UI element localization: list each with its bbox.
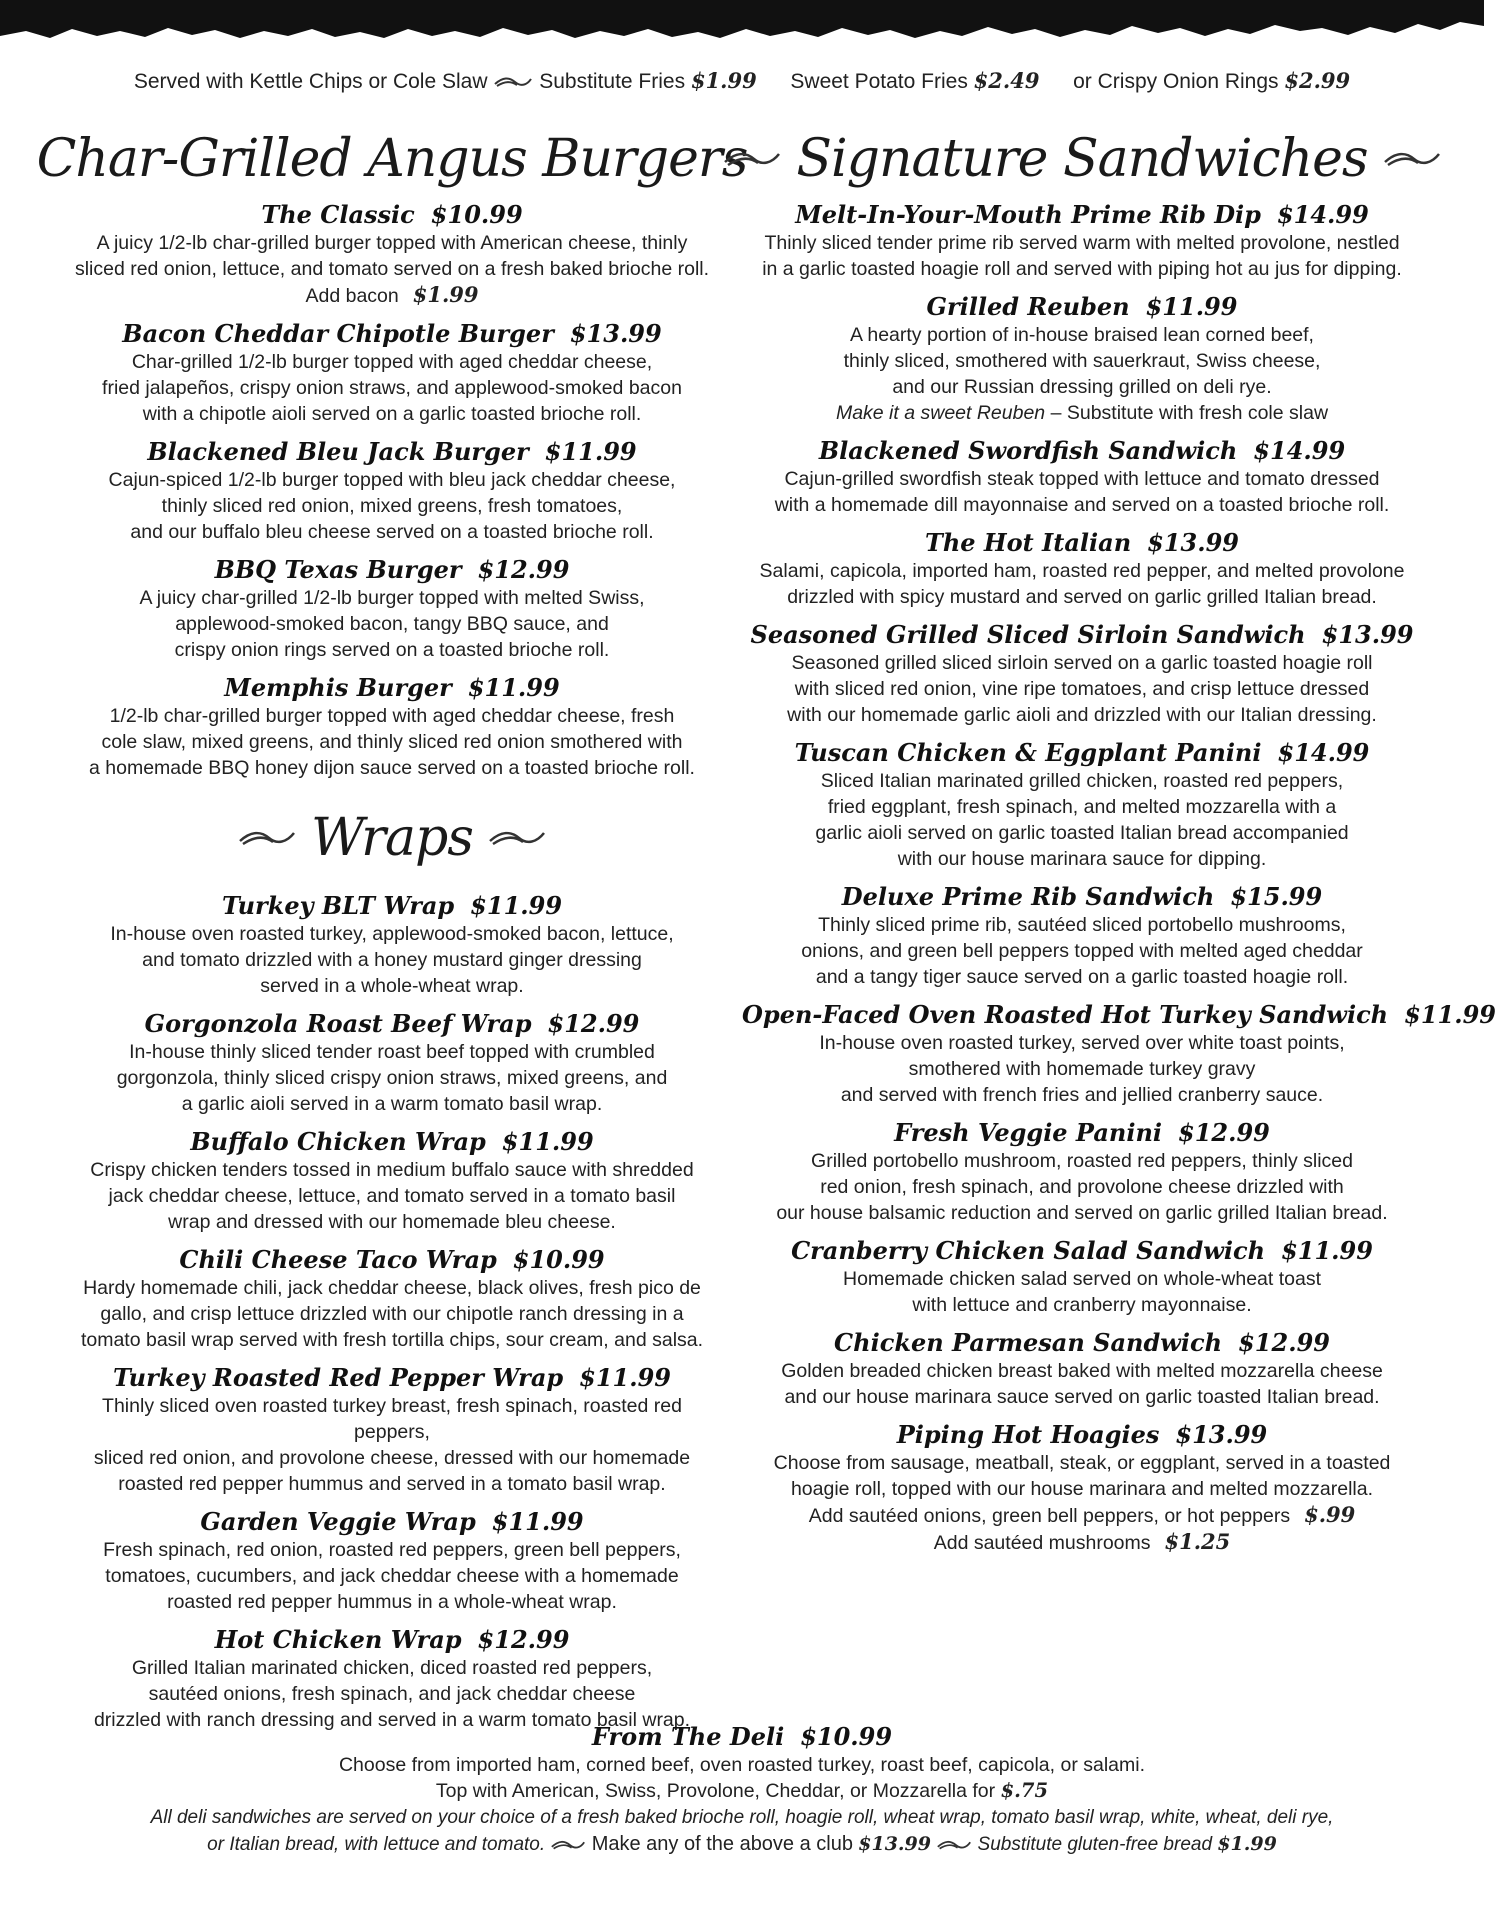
desc-line: our house balsamic reduction and served on garlic grilled Italian bread. (776, 1202, 1388, 1224)
onion-rings-label: or Crispy Onion Rings (1073, 70, 1279, 93)
desc-line: sliced red onion, lettuce, and tomato served on a fresh baked brioche roll. (74, 258, 710, 280)
desc-line: jack cheddar cheese, lettuce, and tomato served in a tomato basil (108, 1185, 676, 1207)
club-price: $13.99 (858, 1833, 931, 1855)
desc-line: and tomato drizzled with a honey mustard ginger dressing (142, 949, 642, 971)
item-name: Melt-In-Your-Mouth Prime Rib Dip (795, 200, 1261, 229)
deli-note-2: or Italian bread, with lettuce and tomato. (207, 1834, 546, 1855)
desc-line: A hearty portion of in-house braised lean corned beef, (850, 324, 1314, 346)
menu-item (742, 436, 1422, 518)
item-price: $11.99 (1281, 1236, 1373, 1265)
fries-label: Substitute Fries (539, 70, 686, 93)
right-column (742, 120, 1496, 1566)
desc-line: with our homemade garlic aioli and drizzled with our Italian dressing. (787, 704, 1377, 726)
item-name: Chili Cheese Taco Wrap (179, 1245, 497, 1274)
gluten-free-price: $1.99 (1217, 1833, 1277, 1855)
sides-info-bar (0, 68, 1484, 94)
item-name: Buffalo Chicken Wrap (190, 1127, 486, 1156)
desc-line: Fresh spinach, red onion, roasted red peppers, green bell peppers, (103, 1539, 681, 1561)
desc-line: Thinly sliced tender prime rib served warm with melted provolone, nestled (764, 232, 1400, 254)
desc-line: with sliced red onion, vine ripe tomatoes, and crisp lettuce dressed (794, 678, 1370, 700)
fries-price: $1.99 (690, 68, 757, 93)
desc-line: In-house oven roasted turkey, applewood-smoked bacon, lettuce, (110, 923, 674, 945)
item-price: $13.99 (1147, 528, 1239, 557)
menu-item (62, 1363, 722, 1497)
menu-item (742, 200, 1422, 282)
menu-item (62, 1009, 722, 1117)
desc-line: with a homemade dill mayonnaise and served on a toasted brioche roll. (774, 494, 1390, 516)
addon-price: $.99 (1304, 1502, 1356, 1527)
menu-item (62, 437, 722, 545)
desc-line: and served with french fries and jellied cranberry sauce. (840, 1084, 1324, 1106)
deli-section (62, 1722, 1422, 1858)
sandwiches-title: Signature Sandwiches (796, 129, 1368, 189)
torn-paper-header (0, 0, 1484, 48)
item-price: $12.99 (1238, 1328, 1330, 1357)
menu-item (742, 1328, 1422, 1410)
item-name: BBQ Texas Burger (214, 555, 462, 584)
desc-line: Homemade chicken salad served on whole-wheat toast (842, 1268, 1321, 1290)
menu-item (62, 1127, 722, 1235)
desc-line: roasted red pepper hummus in a whole-wheat wrap. (167, 1591, 617, 1613)
desc-line: a homemade BBQ honey dijon sauce served on a toasted brioche roll. (89, 757, 695, 779)
desc-line: Golden breaded chicken breast baked with melted mozzarella cheese (781, 1360, 1383, 1382)
item-name: The Hot Italian (924, 528, 1132, 557)
desc-line: tomatoes, cucumbers, and jack cheddar cheese with a homemade (105, 1565, 679, 1587)
swash-ornament (550, 1838, 586, 1852)
swash-ornament (722, 149, 782, 169)
desc-line: cole slaw, mixed greens, and thinly sliced red onion smothered with (101, 731, 683, 753)
burgers-title: Char-Grilled Angus Burgers (36, 129, 748, 189)
desc-line: thinly sliced red onion, mixed greens, fresh tomatoes, (161, 495, 623, 517)
item-name: Garden Veggie Wrap (200, 1507, 476, 1536)
desc-line: drizzled with spicy mustard and served on garlic grilled Italian bread. (787, 586, 1377, 608)
menu-item (742, 738, 1422, 872)
item-name: The Classic (261, 200, 415, 229)
item-name: Fresh Veggie Panini (894, 1118, 1163, 1147)
item-name: Hot Chicken Wrap (214, 1625, 462, 1654)
desc-line: and our Russian dressing grilled on deli rye. (892, 376, 1272, 398)
desc-line: garlic aioli served on garlic toasted Italian bread accompanied (815, 822, 1349, 844)
item-price: $13.99 (1321, 620, 1414, 649)
desc-line: in a garlic toasted hoagie roll and served with piping hot au jus for dipping. (762, 258, 1402, 280)
menu-item (62, 555, 722, 663)
desc-line: Hardy homemade chili, jack cheddar cheese, black olives, fresh pico de (83, 1277, 701, 1299)
item-name: Seasoned Grilled Sliced Sirloin Sandwich (750, 620, 1306, 649)
item-price: $12.99 (1178, 1118, 1270, 1147)
deli-name: From The Deli (591, 1722, 785, 1751)
item-name: Cranberry Chicken Salad Sandwich (791, 1236, 1266, 1265)
desc-line: roasted red pepper hummus and served in a tomato basil wrap. (118, 1473, 666, 1495)
gluten-free-label: Substitute gluten-free bread (977, 1834, 1213, 1855)
item-name: Chicken Parmesan Sandwich (834, 1328, 1223, 1357)
item-price: $15.99 (1230, 882, 1323, 911)
addon-label: Add sautéed mushrooms (933, 1532, 1151, 1554)
desc-line: applewood-smoked bacon, tangy BBQ sauce, and (175, 613, 609, 635)
menu-item (742, 1420, 1422, 1556)
addon-price: $1.25 (1164, 1529, 1231, 1554)
menu-item (742, 292, 1422, 426)
served-with-text: Served with Kettle Chips or Cole Slaw (133, 70, 488, 93)
item-name: Open-Faced Oven Roasted Hot Turkey Sandwich (742, 1000, 1389, 1029)
desc-line: Thinly sliced oven roasted turkey breast, fresh spinach, roasted red peppers, (102, 1395, 682, 1443)
desc-line: wrap and dressed with our homemade bleu cheese. (168, 1211, 616, 1233)
desc-line: Choose from sausage, meatball, steak, or eggplant, served in a toasted (773, 1452, 1391, 1474)
wraps-title: Wraps (311, 808, 473, 868)
item-name: Grilled Reuben (926, 292, 1130, 321)
desc-line: onions, and green bell peppers topped with melted aged cheddar (801, 940, 1363, 962)
menu-item (62, 1507, 722, 1615)
desc-line: with our house marinara sauce for dipping. (897, 848, 1267, 870)
desc-line: sautéed onions, fresh spinach, and jack cheddar cheese (148, 1683, 636, 1705)
sweet-reuben-detail: – Substitute with fresh cole slaw (1045, 402, 1329, 424)
desc-line: Grilled portobello mushroom, roasted red peppers, thinly sliced (811, 1150, 1353, 1172)
item-price: $10.99 (512, 1245, 605, 1274)
item-name: Turkey Roasted Red Pepper Wrap (112, 1363, 564, 1392)
item-price: $12.99 (477, 1625, 570, 1654)
swash-ornament (1382, 149, 1442, 169)
desc-line: sliced red onion, and provolone cheese, dressed with our homemade (93, 1447, 691, 1469)
item-name: Tuscan Chicken & Eggplant Panini (794, 738, 1262, 767)
swash-ornament (487, 828, 547, 848)
sweet-potato-price: $2.49 (973, 68, 1040, 93)
menu-item (62, 1625, 722, 1733)
addon-price: $1.99 (412, 282, 479, 307)
item-price: $11.99 (1145, 292, 1238, 321)
onion-rings-price: $2.99 (1284, 68, 1351, 93)
item-price: $12.99 (547, 1009, 640, 1038)
menu-item (742, 620, 1422, 728)
desc-line: In-house oven roasted turkey, served over white toast points, (819, 1032, 1345, 1054)
desc-line: with a chipotle aioli served on a garlic toasted brioche roll. (142, 403, 642, 425)
addon-label: Add sautéed onions, green bell peppers, or hot peppers (808, 1505, 1291, 1527)
item-price: $13.99 (1175, 1420, 1268, 1449)
menu-item (62, 673, 722, 781)
burgers-header (36, 120, 748, 198)
desc-line: Cajun-spiced 1/2-lb burger topped with bleu jack cheddar cheese, (108, 469, 676, 491)
item-name: Blackened Bleu Jack Burger (147, 437, 529, 466)
item-name: Bacon Cheddar Chipotle Burger (122, 319, 554, 348)
deli-topping-label: Top with American, Swiss, Provolone, Cheddar, or Mozzarella for (435, 1780, 996, 1802)
menu-item (62, 891, 722, 999)
menu-item (62, 319, 722, 427)
item-name: Turkey BLT Wrap (221, 891, 455, 920)
swash-ornament (237, 828, 297, 848)
item-price: $11.99 (501, 1127, 594, 1156)
desc-line: gorgonzola, thinly sliced crispy onion straws, mixed greens, and (116, 1067, 668, 1089)
menu-item (62, 1245, 722, 1353)
deli-line-1: Choose from imported ham, corned beef, oven roasted turkey, roast beef, capicola, or salami. (338, 1754, 1146, 1776)
item-price: $14.99 (1253, 436, 1346, 465)
item-price: $10.99 (430, 200, 523, 229)
desc-line: fried eggplant, fresh spinach, and melted mozzarella with a (827, 796, 1337, 818)
item-price: $14.99 (1276, 200, 1369, 229)
desc-line: Grilled Italian marinated chicken, diced roasted red peppers, (131, 1657, 653, 1679)
desc-line: hoagie roll, topped with our house marinara and melted mozzarella. (790, 1478, 1374, 1500)
deli-topping-price: $.75 (1000, 1779, 1049, 1802)
wraps-header (62, 799, 722, 877)
menu-item (742, 882, 1422, 990)
menu-item (742, 1118, 1422, 1226)
item-name: Piping Hot Hoagies (896, 1420, 1160, 1449)
item-price: $11.99 (579, 1363, 672, 1392)
deli-price: $10.99 (800, 1722, 893, 1751)
desc-line: tomato basil wrap served with fresh tortilla chips, sour cream, and salsa. (80, 1329, 704, 1351)
item-price: $12.99 (477, 555, 570, 584)
item-price: $11.99 (491, 1507, 584, 1536)
desc-line: Cajun-grilled swordfish steak topped with lettuce and tomato dressed (784, 468, 1380, 490)
desc-line: red onion, fresh spinach, and provolone cheese drizzled with (820, 1176, 1344, 1198)
menu-item (742, 1000, 1496, 1108)
desc-line: In-house thinly sliced tender roast beef topped with crumbled (129, 1041, 655, 1063)
addon-label: Add bacon (305, 285, 399, 307)
desc-line: gallo, and crisp lettuce drizzled with our chipotle ranch dressing in a (100, 1303, 684, 1325)
desc-line: and our house marinara sauce served on garlic toasted Italian bread. (784, 1386, 1380, 1408)
item-price: $11.99 (470, 891, 563, 920)
desc-line: 1/2-lb char-grilled burger topped with aged cheddar cheese, fresh (109, 705, 675, 727)
sandwiches-header (742, 120, 1422, 198)
desc-line: A juicy 1/2-lb char-grilled burger topped with American cheese, thinly (96, 232, 688, 254)
desc-line: a garlic aioli served in a warm tomato basil wrap. (181, 1093, 603, 1115)
desc-line: Thinly sliced prime rib, sautéed sliced portobello mushrooms, (818, 914, 1346, 936)
item-price: $11.99 (544, 437, 637, 466)
swash-ornament (936, 1838, 972, 1852)
desc-line: served in a whole-wheat wrap. (260, 975, 524, 997)
desc-line: and our buffalo bleu cheese served on a toasted brioche roll. (130, 521, 654, 543)
desc-line: fried jalapeños, crispy onion straws, and applewood-smoked bacon (102, 377, 682, 399)
item-name: Blackened Swordfish Sandwich (818, 436, 1238, 465)
desc-line: crispy onion rings served on a toasted brioche roll. (174, 639, 610, 661)
desc-line: Seasoned grilled sliced sirloin served on a garlic toasted hoagie roll (791, 652, 1373, 674)
item-price: $11.99 (467, 673, 560, 702)
club-label: Make any of the above a club (591, 1833, 853, 1855)
menu-item (62, 200, 722, 309)
item-price: $11.99 (1404, 1000, 1496, 1029)
menu-item (742, 1236, 1422, 1318)
desc-line: and a tangy tiger sauce served on a garlic toasted hoagie roll. (815, 966, 1349, 988)
item-price: $13.99 (569, 319, 662, 348)
desc-line: with lettuce and cranberry mayonnaise. (912, 1294, 1252, 1316)
desc-line: Char-grilled 1/2-lb burger topped with aged cheddar cheese, (131, 351, 653, 373)
item-name: Deluxe Prime Rib Sandwich (841, 882, 1215, 911)
item-name: Memphis Burger (224, 673, 452, 702)
swash-ornament (493, 75, 533, 89)
desc-line: A juicy char-grilled 1/2-lb burger topped with melted Swiss, (139, 587, 645, 609)
item-price: $14.99 (1277, 738, 1370, 767)
desc-line: Crispy chicken tenders tossed in medium buffalo sauce with shredded (90, 1159, 694, 1181)
item-name: Gorgonzola Roast Beef Wrap (144, 1009, 532, 1038)
sweet-reuben-note: Make it a sweet Reuben (835, 402, 1046, 424)
desc-line: smothered with homemade turkey gravy (908, 1058, 1256, 1080)
sweet-potato-label: Sweet Potato Fries (790, 70, 968, 93)
desc-line: drizzled with ranch dressing and served in a warm tomato basil wrap. (93, 1709, 691, 1731)
desc-line: Salami, capicola, imported ham, roasted red pepper, and melted provolone (759, 560, 1405, 582)
desc-line: thinly sliced, smothered with sauerkraut, Swiss cheese, (843, 350, 1321, 372)
desc-line: Sliced Italian marinated grilled chicken, roasted red peppers, (820, 770, 1344, 792)
menu-item (742, 528, 1422, 610)
deli-note-1: All deli sandwiches are served on your choice of a fresh baked brioche roll, hoagie roll, wheat wrap, tomato basil wrap, white, wheat, deli rye, (150, 1807, 1334, 1828)
